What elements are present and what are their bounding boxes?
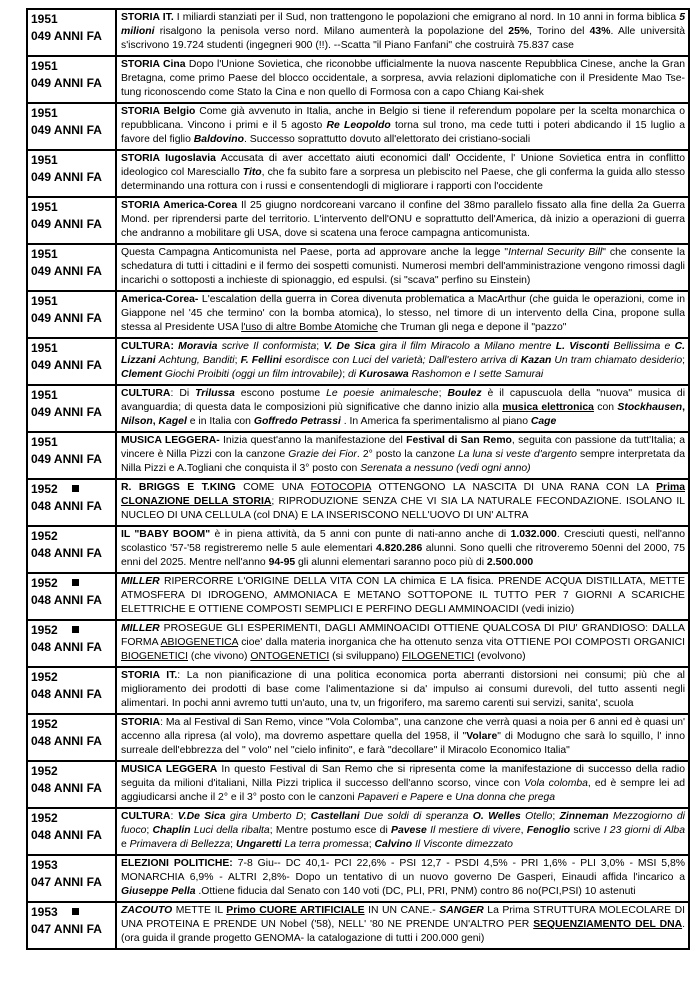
entry-text: ELEZIONI POLITICHE: 7-8 Giu-- DC 40,1- PCI 22,6% - PSI 12,7 - PSDI 4,5% - PRI 1,6% - PLI 3,0% - MSI 5,8% MONARCHIA 6,9% - ALTRI 2,8%- Dopo un tentativo di un nuovo governo De Gasperi, Einaudi affida l'incarico a Giuseppe Pella .Ottiene fiducia dal Senato con 140 voti (DC, PLI, PRI, PNM) contro 86 no(PCI,PSI) 10 astenuti	[116, 855, 689, 902]
entry-years-ago: 049 ANNI FA	[31, 76, 102, 90]
entry-years-ago: 048 ANNI FA	[31, 781, 102, 795]
chronology-row	[27, 9, 689, 56]
entry-years-ago: 047 ANNI FA	[31, 922, 102, 936]
entry-year	[31, 811, 115, 826]
square-bullet-icon	[72, 908, 79, 915]
entry-text: STORIA Iugoslavia Accusata di aver accettato aiuti economici dall' Occidente, l' Unione Sovietica entra in conflitto ideologico col Maresciallo Tito, che fa subito fare a sorpresa un plebiscito nel Paese, che gli conferma la guida allo stesso determinando una rottura con i russi e consentendogli di migliorare i rapporti con l'occidente	[116, 150, 689, 197]
chronology-row	[27, 714, 689, 761]
entry-years-ago: 048 ANNI FA	[31, 499, 102, 513]
entry-year	[31, 435, 115, 450]
square-bullet-icon	[72, 626, 79, 633]
entry-year	[31, 388, 115, 403]
chronology-row	[27, 150, 689, 197]
entry-year	[31, 764, 115, 779]
entry-date-cell	[27, 573, 116, 620]
entry-year-text: 1952	[31, 764, 58, 778]
entry-year-text: 1951	[31, 435, 58, 449]
entry-text: MUSICA LEGGERA In questo Festival di San Remo che si ripresenta come la manifestazione di successo della radio seguita da milioni d'italiani, Nilla Pizzi triplica il successo dell'anno scorso, vince con Vola colomba, ed è sempre lei ad aggiudicarsi anche il 2° e il 3° posto con le canzoni Papaveri e Papere e Una donna che prega	[116, 761, 689, 808]
entry-date-cell	[27, 103, 116, 150]
entry-year-text: 1952	[31, 811, 58, 825]
chronology-row	[27, 432, 689, 479]
entry-year-text: 1952	[31, 576, 58, 590]
entry-text: STORIA IT. I miliardi stanziati per il Sud, non trattengono le popolazioni che emigrano al nord. In 10 anni in forma biblica 5 milioni risalgono la penisola verso nord. Milano aumenterà la popolazione del 25%, Torino del 43%. Alle università s'iscrivono 19.724 studenti (ingegneri 900 (!!). --Scatta "il Piano Fanfani" che costruirà 75.837 case	[116, 9, 689, 56]
entry-year	[31, 482, 115, 497]
entry-year-text: 1951	[31, 200, 58, 214]
entry-text: STORIA: Ma al Festival di San Remo, vince "Vola Colomba", una canzone che verrà quasi a noia per 6 anni ed è quasi un' accenno alla ripresa (al volo), ma dovremo aspettare quella del 1958, il "Volare" di Modugno che sarà lo squillo, l' inno surreale dell'ebbrezza del " volo" nel "cielo infinito", e farà "decollare" il Miracolo Economico Italia"	[116, 714, 689, 761]
chronology-row	[27, 620, 689, 667]
entry-year-text: 1951	[31, 294, 58, 308]
chronology-table	[26, 8, 690, 950]
entry-years-ago: 048 ANNI FA	[31, 687, 102, 701]
entry-years-ago: 049 ANNI FA	[31, 452, 102, 466]
entry-year-text: 1952	[31, 670, 58, 684]
entry-text: STORIA America-Corea Il 25 giugno nordcoreani varcano il confine del 38mo parallelo fissato alla fine della 2a Guerra Mond. per riprendersi parte del territorio. L'intervento dell'ONU e soprattutto dell'America, dà inizio a operazioni di guerra che andranno a mobilitare gli USA, dove si scatena una feroce campagna anticomunista.	[116, 197, 689, 244]
entry-text: R. BRIGGS E T.KING COME UNA FOTOCOPIA OTTENGONO LA NASCITA DI UNA RANA CON LA Prima CLONAZIONE DELLA STORIA; RIPRODUZIONE SENZA CHE VI SIA LA NATURALE FECONDAZIONE. ISOLANO IL NUCLEO DI UNA CELLULA (col DNA) E LA INSERISCONO NELL'UOVO DI UN' ALTRA	[116, 479, 689, 526]
entry-text: CULTURA: Moravia scrive Il conformista; V. De Sica gira il film Miracolo a Milano mentre L. Visconti Bellissima e C. Lizzani Achtung, Banditi; F. Fellini esordisce con Luci del varietà; Dall'estero arriva di Kazan Un tram chiamato desiderio; Clement Giochi Proibiti (oggi un film introvabile); di Kurosawa Rashomon e I sette Samurai	[116, 338, 689, 385]
entry-year	[31, 576, 115, 591]
entry-year-text: 1951	[31, 388, 58, 402]
entry-text: CULTURA: Di Trilussa escono postume Le poesie animalesche; Boulez è il capuscuola della "nuova" musica di avanguardia; di questa data le composizioni più significative che danno inizio alla musica elettronica con Stockhausen, Nilson, Kagel e in Italia con Goffredo Petrassi . In America fa sperimentalismo al piano Cage	[116, 385, 689, 432]
entry-date-cell	[27, 620, 116, 667]
entry-year-text: 1952	[31, 529, 58, 543]
entry-year	[31, 247, 115, 262]
chronology-page	[26, 8, 690, 950]
entry-date-cell	[27, 9, 116, 56]
entry-year	[31, 529, 115, 544]
entry-text: MILLER RIPERCORRE L'ORIGINE DELLA VITA CON LA chimica E LA fisica. PRENDE ACQUA DISTILLATA, METTE ATMOSFERA DI IDROGENO, AMMONIACA E METANO SOTTOPONE IL TUTTO PER 7 GIORNI A SCARICHE ELETTRICHE E OTTIENE COMPOSTI SEMPLICI E PERFINO DEGLI AMMINOACIDI (vedi inizio)	[116, 573, 689, 620]
chronology-row	[27, 244, 689, 291]
chronology-row	[27, 291, 689, 338]
entry-year	[31, 341, 115, 356]
entry-year	[31, 59, 115, 74]
entry-year-text: 1953	[31, 905, 58, 919]
entry-year-text: 1953	[31, 858, 58, 872]
entry-year-text: 1951	[31, 247, 58, 261]
entry-years-ago: 049 ANNI FA	[31, 358, 102, 372]
chronology-row	[27, 667, 689, 714]
chronology-rows	[27, 9, 689, 949]
entry-year-text: 1951	[31, 153, 58, 167]
entry-date-cell	[27, 855, 116, 902]
chronology-row	[27, 103, 689, 150]
entry-years-ago: 049 ANNI FA	[31, 217, 102, 231]
chronology-row	[27, 338, 689, 385]
entry-year	[31, 294, 115, 309]
entry-date-cell	[27, 150, 116, 197]
entry-year	[31, 623, 115, 638]
entry-date-cell	[27, 244, 116, 291]
chronology-row	[27, 808, 689, 855]
entry-text: IL "BABY BOOM" è in piena attività, da 5 anni con punte di nati-anno anche di 1.032.000. Cresciuti questi, nell'anno scolastico '57-'58 registreremo nelle 5 aule elementari 4.820.286 alunni. Sono quelli che ritroveremo 50enni del 2000, 75 enni del 2025. Mentre nell'anno 94-95 gli alunni elementari saranno poco più di 2.500.000	[116, 526, 689, 573]
entry-years-ago: 048 ANNI FA	[31, 640, 102, 654]
entry-year	[31, 717, 115, 732]
chronology-row	[27, 761, 689, 808]
square-bullet-icon	[72, 579, 79, 586]
entry-years-ago: 047 ANNI FA	[31, 875, 102, 889]
entry-date-cell	[27, 714, 116, 761]
chronology-row	[27, 855, 689, 902]
entry-date-cell	[27, 291, 116, 338]
entry-years-ago: 048 ANNI FA	[31, 593, 102, 607]
chronology-row	[27, 197, 689, 244]
entry-text: STORIA IT.: La non pianificazione di una politica economica porta aberranti distorsioni nei consumi; più che al miglioramento dei prodotti di base come l'alimentazione si da' impulso ai consumi durevoli, del tutto assenti negli alimentari. In pochi anni avremo tutti un'auto, una tv, un frigorifero, ma saremo carenti sui servizi, sanita', scuola	[116, 667, 689, 714]
entry-date-cell	[27, 526, 116, 573]
entry-date-cell	[27, 432, 116, 479]
entry-year	[31, 106, 115, 121]
entry-year-text: 1952	[31, 623, 58, 637]
entry-years-ago: 048 ANNI FA	[31, 828, 102, 842]
entry-years-ago: 049 ANNI FA	[31, 311, 102, 325]
chronology-row	[27, 526, 689, 573]
entry-date-cell	[27, 761, 116, 808]
chronology-row	[27, 479, 689, 526]
entry-text: STORIA Belgio Come già avvenuto in Italia, anche in Belgio si tiene il referendum popolare per la scelta monarchica o repubblicana. Vincono i primi e il 5 agosto Re Leopoldo torna sul trono, ma cede tutti i poteri abdicando il 15 luglio a favore del figlio Baldovino. Successo soprattutto dovuto all'elettorato dei cristiano-sociali	[116, 103, 689, 150]
entry-text: CULTURA: V.De Sica gira Umberto D; Castellani Due soldi di speranza O. Welles Otello; Zinneman Mezzogiorno di fuoco; Chaplin Luci della ribalta; Mentre postumo esce di Pavese Il mestiere di vivere, Fenoglio scrive I 23 giorni di Alba e Primavera di Bellezza; Ungaretti La terra promessa; Calvino Il Visconte dimezzato	[116, 808, 689, 855]
entry-year-text: 1951	[31, 106, 58, 120]
entry-year	[31, 200, 115, 215]
chronology-row	[27, 385, 689, 432]
entry-text: STORIA Cina Dopo l'Unione Sovietica, che riconobbe ufficialmente la nuova nascente Repubblica Cinese, anche la Gran Bretagna, come primo Paese del blocco occidentale, a sorpresa, avvia relazioni diplomatiche con il Presidente Mao Tse-tung riconoscendo come Stato la Cina e non quello di Formosa con a capo Chiang Kai-shek	[116, 56, 689, 103]
entry-date-cell	[27, 479, 116, 526]
entry-text: America-Corea- L'escalation della guerra in Corea divenuta problematica a MacArthur (che guida le operazioni, come in Giappone nel '45 che termino' con la bomba atomica), lo stesso, nel timore di un intervento della Cina, propone sulla stessa al Presidente USA l'uso di altre Bombe Atomiche che Truman gli nega e depone il "pazzo"	[116, 291, 689, 338]
entry-year	[31, 905, 115, 920]
entry-year-text: 1952	[31, 482, 58, 496]
entry-date-cell	[27, 197, 116, 244]
square-bullet-icon	[72, 485, 79, 492]
entry-year	[31, 153, 115, 168]
entry-date-cell	[27, 667, 116, 714]
entry-text: MUSICA LEGGERA- Inizia quest'anno la manifestazione del Festival di San Remo, seguita con passione da tutt'Italia; a vincere è Nilla Pizzi con la canzone Grazie dei Fior. 2° posto la canzone La luna si veste d'argento sempre interpretata da Nilla Pizzi e A.Togliani che conquista il 3° posto con Serenata a nessuno (vedi ogni anno)	[116, 432, 689, 479]
entry-date-cell	[27, 385, 116, 432]
entry-years-ago: 049 ANNI FA	[31, 264, 102, 278]
entry-year	[31, 670, 115, 685]
chronology-row	[27, 902, 689, 949]
entry-years-ago: 049 ANNI FA	[31, 29, 102, 43]
entry-date-cell	[27, 56, 116, 103]
entry-years-ago: 049 ANNI FA	[31, 123, 102, 137]
entry-years-ago: 049 ANNI FA	[31, 170, 102, 184]
chronology-row	[27, 56, 689, 103]
entry-year	[31, 12, 115, 27]
chronology-row	[27, 573, 689, 620]
entry-date-cell	[27, 338, 116, 385]
entry-date-cell	[27, 902, 116, 949]
entry-text: MILLER PROSEGUE GLI ESPERIMENTI, DAGLI AMMINOACIDI OTTIENE QUALCOSA DI PIU' GRANDIOSO: DALLA FORMA ABIOGENETICA cioe' dalla materia inorganica che ha ottenuto senza vita OTTIENE POI COMPOSTI ORGANICI BIOGENETICI (che vivono) ONTOGENETICI (si sviluppano) FILOGENETICI (evolvono)	[116, 620, 689, 667]
entry-year-text: 1951	[31, 12, 58, 26]
entry-years-ago: 048 ANNI FA	[31, 546, 102, 560]
entry-text: Questa Campagna Anticomunista nel Paese, porta ad approvare anche la legge "Internal Security Bill" che consente la schedatura di tutti i cittadini e il fermo dei sospetti comunisti. Numerosi membri dell'amministrazione vengono rimossi dagli incarichi o sottoposti a inchieste di spionaggio, ed espulsi. (si "scava" perfino su Einstein)	[116, 244, 689, 291]
entry-year-text: 1951	[31, 341, 58, 355]
entry-years-ago: 049 ANNI FA	[31, 405, 102, 419]
entry-year-text: 1951	[31, 59, 58, 73]
entry-text: ZACOUTO METTE IL Primo CUORE ARTIFICIALE IN UN CANE.- SANGER La Prima STRUTTURA MOLECOLARE DI UNA PROTEINA E PRENDE UN Nobel ('58), NELL' '80 NE PRENDE UN'ALTRO PER SEQUENZIAMENTO DEL DNA. (ora guida il grande progetto GENOMA- la catalogazione di tutti i 200.000 geni)	[116, 902, 689, 949]
entry-year-text: 1952	[31, 717, 58, 731]
entry-year	[31, 858, 115, 873]
entry-date-cell	[27, 808, 116, 855]
entry-years-ago: 048 ANNI FA	[31, 734, 102, 748]
